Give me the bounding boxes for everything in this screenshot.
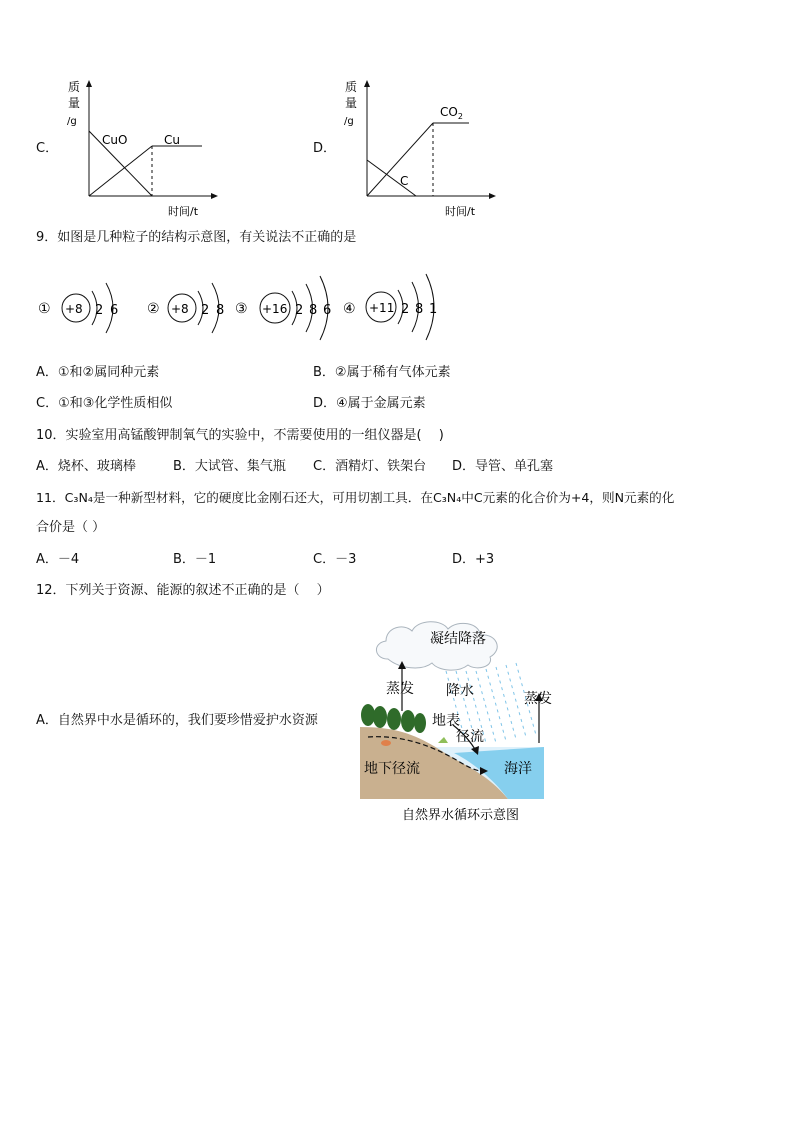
graph-d-c-line — [367, 160, 416, 196]
particle-4-shell-2: 8 — [415, 302, 424, 317]
graph-c-ylabel-2: 量 — [68, 96, 81, 110]
graph-c-cu-label: Cu — [164, 133, 180, 147]
graph-c-cu-line-rise — [89, 146, 152, 196]
graph-c-y-arrow — [86, 80, 92, 87]
graph-d-co2-label: $CO_2$ — [440, 105, 463, 121]
diagram-caption: 自然界水循环示意图 — [402, 808, 520, 823]
particle-4-shell-3: 1 — [429, 302, 438, 317]
graph-c-x-arrow — [211, 193, 218, 199]
option-d-label: D． — [313, 141, 337, 156]
q10-option-a[interactable]: A．烧杯、玻璃棒 — [36, 459, 136, 474]
graph-c-ylabel-3: /g — [67, 116, 77, 127]
graph-d-ylabel-2: 量 — [345, 96, 358, 110]
graph-d — [338, 78, 498, 220]
q11-option-a[interactable]: A．－4 — [36, 552, 80, 567]
q11-option-c[interactable]: C．－3 — [313, 552, 357, 567]
particle-4-mark: ④ — [343, 301, 356, 317]
q11-stem-line-1: 11．C₃N₄是一种新型材料，它的硬度比金刚石还大，可用切割工具．在C₃N₄中C元素的化合价为+4，则N元素的化 — [36, 490, 675, 505]
particle-2-shell-2: 8 — [216, 303, 225, 318]
graph-d-xlabel: 时间/t — [445, 205, 476, 218]
particle-1-shell-2: 6 — [110, 303, 119, 318]
particle-2-mark: ② — [147, 301, 160, 317]
q12-option-a[interactable]: A．自然界中水是循环的，我们要珍惜爱护水资源 — [36, 713, 318, 728]
graph-c-xlabel: 时间/t — [168, 205, 199, 218]
particle-3-shell-3: 6 — [323, 303, 332, 318]
graph-d-x-arrow — [489, 193, 496, 199]
q10-stem: 10．实验室用高锰酸钾制氧气的实验中，不需要使用的一组仪器是( ) — [36, 428, 444, 443]
particle-2-charge: +8 — [171, 302, 189, 316]
graph-d-c-label: C — [400, 174, 409, 188]
q9-stem: 9．如图是几种粒子的结构示意图，有关说法不正确的是 — [36, 230, 357, 245]
evap-left-label: 蒸发 — [386, 681, 414, 697]
particle-3 — [235, 276, 331, 340]
particle-4 — [343, 274, 437, 340]
particle-2-shell-1: 2 — [201, 303, 210, 318]
particle-diagrams — [30, 256, 450, 356]
flower-icon — [381, 740, 391, 746]
particle-3-shell-1: 2 — [295, 303, 304, 318]
rain-label: 降水 — [446, 683, 474, 699]
surface-label-1: 地表 — [432, 713, 460, 729]
ocean-label: 海洋 — [504, 761, 532, 777]
graph-d-ylabel-1: 质 — [345, 80, 358, 94]
surface-label-2: 径流 — [456, 729, 484, 745]
particle-3-charge: +16 — [262, 302, 288, 316]
graph-c — [60, 78, 220, 220]
particle-3-mark: ③ — [235, 301, 248, 317]
q12-stem: 12．下列关于资源、能源的叙述不正确的是（ ） — [36, 583, 330, 598]
particle-3-shell-2: 8 — [309, 303, 318, 318]
particle-1-charge: +8 — [65, 302, 83, 316]
underground-label: 地下径流 — [364, 761, 420, 777]
q10-option-d[interactable]: D．导管、单孔塞 — [452, 459, 554, 474]
graph-d-y-arrow — [364, 80, 370, 87]
q9-option-b[interactable]: B．②属于稀有气体元素 — [313, 365, 451, 380]
q11-option-d[interactable]: D．+3 — [452, 552, 495, 567]
water-cycle-diagram — [358, 615, 552, 827]
option-c-label: C． — [36, 141, 59, 156]
graph-c-cuo-label: CuO — [102, 133, 128, 147]
q11-option-b[interactable]: B．－1 — [173, 552, 217, 567]
q9-option-d[interactable]: D．④属于金属元素 — [313, 396, 426, 411]
graph-d-ylabel-3: /g — [344, 116, 354, 127]
particle-1 — [38, 283, 118, 333]
particle-4-charge: +11 — [369, 301, 395, 315]
graph-c-ylabel-1: 质 — [68, 80, 81, 94]
particle-1-shell-1: 2 — [95, 303, 104, 318]
plant-icon — [438, 737, 448, 743]
particle-4-shell-1: 2 — [401, 302, 410, 317]
q9-option-c[interactable]: C．①和③化学性质相似 — [36, 396, 173, 411]
evap-right-label: 蒸发 — [524, 691, 552, 707]
q10-option-b[interactable]: B．大试管、集气瓶 — [173, 459, 286, 474]
q10-option-c[interactable]: C．酒精灯、铁架台 — [313, 459, 427, 474]
q11-stem-line-2: 合价是（ ） — [36, 520, 106, 535]
q9-option-a[interactable]: A．①和②属同种元素 — [36, 365, 160, 380]
cloud-label: 凝结降落 — [430, 631, 486, 647]
particle-2 — [147, 283, 224, 333]
particle-1-mark: ① — [38, 301, 51, 317]
